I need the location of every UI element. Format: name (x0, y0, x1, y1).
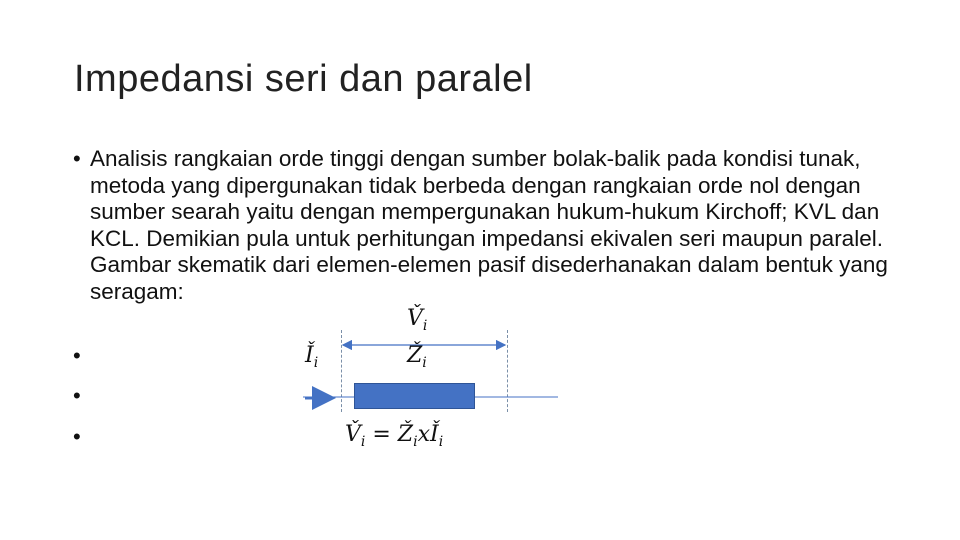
ohms-law-equation: $V̌_i$ = $Ž_ixǏ_i$ (345, 422, 444, 450)
slide-title: Impedansi seri dan paralel (74, 58, 533, 100)
current-label: $Ǐ_i$ (305, 343, 319, 371)
bullet-3: • (73, 383, 81, 408)
impedance-label: $Ž_i$ (407, 343, 427, 371)
bullet-2: • (73, 343, 81, 368)
voltage-label: $V̌_i$ (407, 306, 428, 334)
impedance-element (354, 383, 475, 409)
bullet-1: • (73, 146, 81, 171)
body-paragraph: Analisis rangkaian orde tinggi dengan sumber bolak-balik pada kondisi tunak, metoda yang dipergunakan tidak berbeda dengan rangkaian orde nol dengan sumber searah yaitu dengan mempergunakan hukum-hukum Kirchoff; KVL dan KCL. Demikian pula untuk perhitungan impedansi ekivalen seri maupun paralel. Gambar skematik dari elemen-elemen pasif disederhanakan dalam bentuk yang seragam: (90, 146, 888, 304)
bullet-4: • (73, 424, 81, 449)
